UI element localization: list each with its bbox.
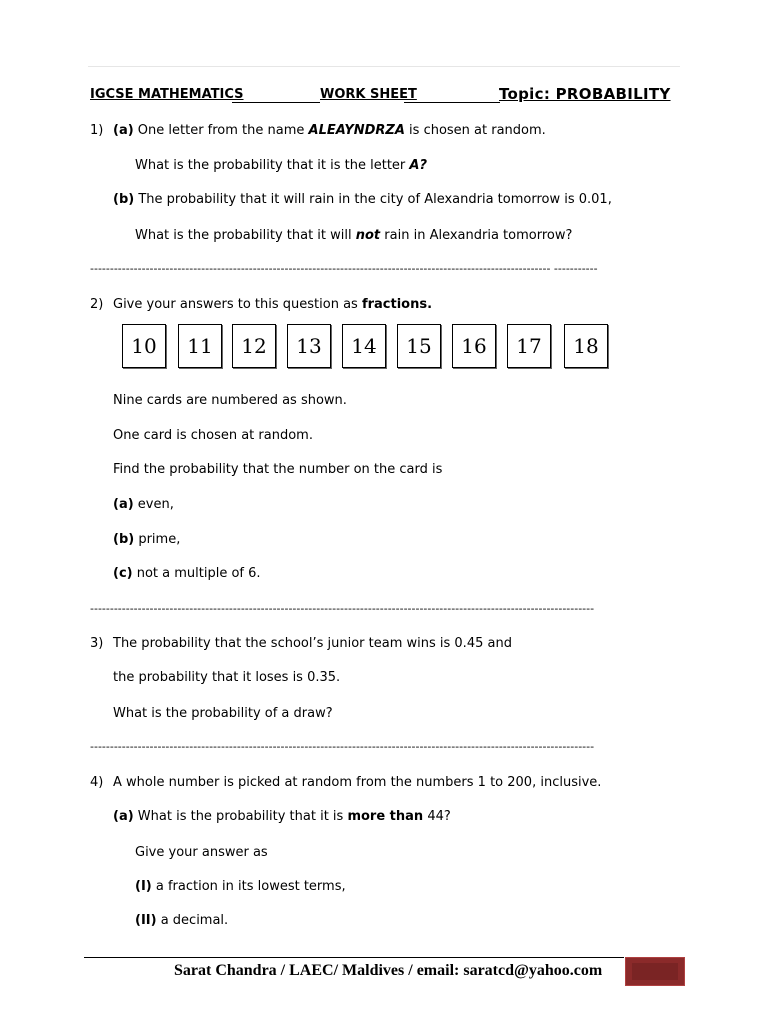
q4-a-label: (a) (113, 809, 134, 824)
q2-line3: Find the probability that the number on the card is (113, 462, 443, 477)
card-17: 17 (507, 324, 551, 368)
q2-a-text: even, (133, 497, 174, 512)
q2-b-label: (b) (113, 532, 135, 547)
q1-b-question (135, 228, 572, 243)
q1-a-text2: is chosen at random. (404, 123, 546, 138)
header-underline-gap-1 (232, 87, 320, 103)
q1-number: 1) (90, 123, 104, 138)
q2-part-c (113, 566, 261, 581)
header-underline-gap-2 (404, 87, 500, 103)
q2-c-label: (c) (113, 566, 133, 581)
q3-line2: the probability that it loses is 0.35. (113, 670, 341, 685)
q2-line2: One card is chosen at random. (113, 428, 313, 443)
q4-part-a (113, 809, 451, 824)
q1-part-b (113, 192, 612, 207)
q4-a-text2: 44? (423, 809, 451, 824)
q2-a-label: (a) (113, 497, 134, 512)
q2-part-a (113, 497, 174, 512)
card-12: 12 (232, 324, 276, 368)
card-18: 18 (564, 324, 608, 368)
separator-3: ------------------------------------------------------------------------------------------------------------------------------- (90, 740, 595, 752)
card-14: 14 (342, 324, 386, 368)
q2-c-text: not a multiple of 6. (132, 566, 261, 581)
separator-1: -------------------------------------------------------------------------------------------------------------------- ----------- (90, 262, 598, 274)
card-10: 10 (122, 324, 166, 368)
page-number-box (625, 957, 685, 986)
footer-rule (84, 957, 624, 958)
header-subject: IGCSE MATHEMATICS (90, 87, 244, 102)
card-15: 15 (397, 324, 441, 368)
top-rule (88, 66, 680, 67)
q4-ii-text: a decimal. (156, 913, 229, 928)
q1-b-line2a: What is the probability that it will (135, 228, 356, 243)
q4-part-i (135, 879, 346, 894)
q3-line3: What is the probability of a draw? (113, 706, 333, 721)
q1-a-text1: One letter from the name (133, 123, 309, 138)
separator-2: ------------------------------------------------------------------------------------------------------------------------------- (90, 602, 595, 614)
card-16: 16 (452, 324, 496, 368)
q1-b-not: not (355, 228, 381, 243)
q1-a-letter: A? (409, 158, 428, 173)
q2-intro (113, 297, 432, 312)
q1-b-line2b: rain in Alexandria tomorrow? (380, 228, 573, 243)
card-11: 11 (178, 324, 222, 368)
q1-a-line2: What is the probability that it is the letter (135, 158, 410, 173)
page-number-inner (632, 963, 678, 980)
q2-intro-bold: fractions. (361, 297, 433, 312)
q4-i-label: (I) (135, 879, 152, 894)
q2-intro-text: Give your answers to this question as (113, 297, 362, 312)
q1-a-question (135, 158, 427, 173)
q4-number: 4) (90, 775, 104, 790)
q4-line1: A whole number is picked at random from the numbers 1 to 200, inclusive. (113, 775, 602, 790)
q2-number: 2) (90, 297, 104, 312)
q4-i-text: a fraction in its lowest terms, (151, 879, 346, 894)
q1-b-text: The probability that it will rain in the city of Alexandria tomorrow is 0.01, (134, 192, 612, 207)
q4-ii-label: (II) (135, 913, 157, 928)
header-worksheet: WORK SHEET (320, 87, 417, 102)
q2-b-text: prime, (134, 532, 181, 547)
q3-line1: The probability that the school’s junior team wins is 0.45 and (113, 636, 512, 651)
q1-a-label: (a) (113, 123, 134, 138)
q4-line3: Give your answer as (135, 845, 268, 860)
footer-author: Sarat Chandra / LAEC/ Maldives / email: saratcd@yahoo.com (174, 962, 603, 979)
q4-a-text1: What is the probability that it is (133, 809, 348, 824)
q2-line1: Nine cards are numbered as shown. (113, 393, 347, 408)
q4-a-bold: more than (347, 809, 424, 824)
q1-part-a (113, 123, 546, 138)
header-topic: Topic: PROBABILITY (499, 85, 671, 103)
q4-part-ii (135, 913, 228, 928)
q1-a-name: ALEAYNDRZA (308, 123, 405, 138)
q2-part-b (113, 532, 180, 547)
q3-number: 3) (90, 636, 104, 651)
card-13: 13 (287, 324, 331, 368)
q1-b-label: (b) (113, 192, 135, 207)
